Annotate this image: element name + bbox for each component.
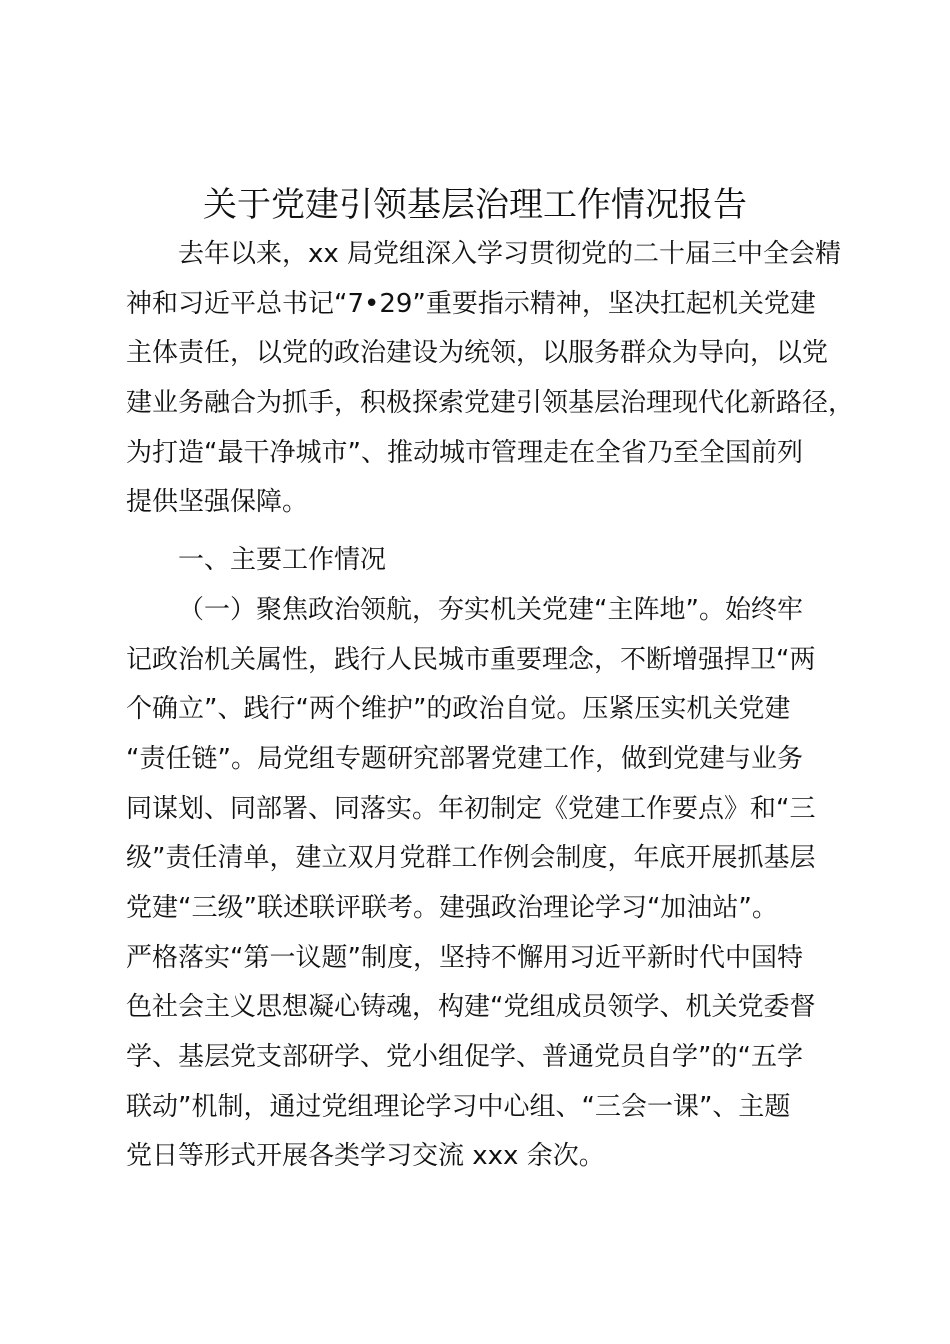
- text-line: 同谋划、同部署、同落实。年初制定《党建工作要点》和“三: [126, 793, 816, 824]
- text-line: “责任链”。局党组专题研究部署党建工作，做到党建与业务: [126, 743, 803, 774]
- text-line: 神和习近平总书记“7•29”重要指示精神，坚决扛起机关党建: [126, 288, 816, 319]
- text-line: 主体责任，以党的政治建设为统领，以服务群众为导向，以党: [126, 338, 829, 369]
- text-line: 个确立”、践行“两个维护”的政治自觉。压紧压实机关党建: [126, 694, 791, 725]
- paragraph-section-1: [126, 586, 838, 1182]
- text-line: 联动”机制，通过党组理论学习中心组、“三会一课”、主题: [126, 1091, 791, 1122]
- text-line: 党日等形式开展各类学习交流 xxx 余次。: [126, 1141, 605, 1172]
- text-line: 级”责任清单，建立双月党群工作例会制度，年底开展抓基层: [126, 843, 816, 874]
- text-line: 建业务融合为抓手，积极探索党建引领基层治理现代化新路径，: [126, 388, 855, 419]
- document-body: [126, 230, 855, 1182]
- text-line: 去年以来，xx 局党组深入学习贯彻党的二十届三中全会精: [178, 239, 842, 269]
- text-line: 记政治机关属性，践行人民城市重要理念，不断增强捍卫“两: [126, 644, 816, 675]
- paragraph-gap: [126, 528, 838, 536]
- text-line: 严格落实“第一议题”制度，坚持不懈用习近平新时代中国特: [126, 942, 803, 973]
- text-line: 为打造“最干净城市”、推动城市管理走在全省乃至全国前列: [126, 437, 803, 468]
- section-heading: 一、主要工作情况: [178, 545, 387, 576]
- text-line: 党建“三级”联述联评联考。建强政治理论学习“加油站”。: [126, 892, 778, 923]
- text-line: 提供坚强保障。: [126, 487, 309, 518]
- text-line: 色社会主义思想凝心铸魂，构建“党组成员领学、机关党委督: [126, 992, 816, 1023]
- text-line: 学、基层党支部研学、党小组促学、普通党员自学”的“五学: [126, 1042, 803, 1072]
- text-line: （一）聚焦政治领航，夯实机关党建“主阵地”。始终牢: [178, 594, 803, 625]
- paragraph-intro: [126, 230, 855, 528]
- document-title: 关于党建引领基层治理工作情况报告: [203, 185, 747, 225]
